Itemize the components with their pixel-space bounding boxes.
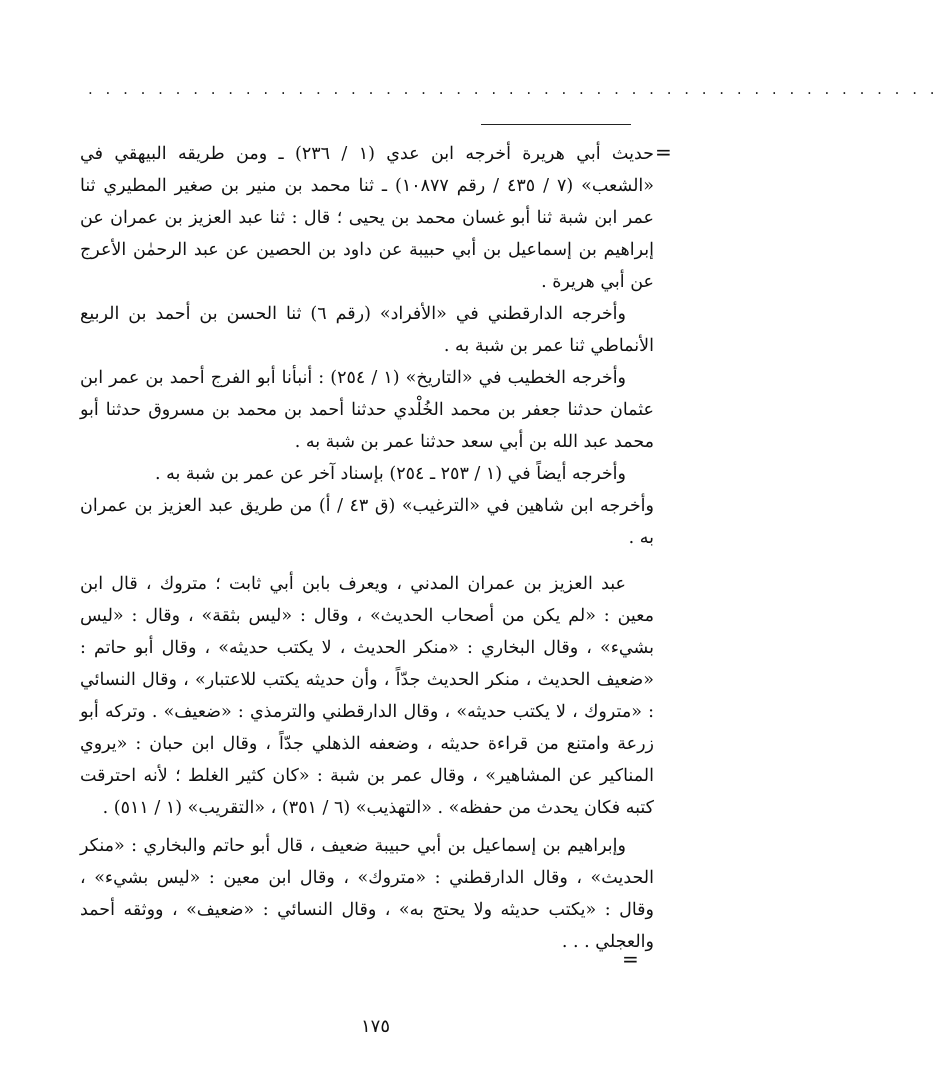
main-text-block xyxy=(80,568,654,958)
main-paragraph: وإبراهيم بن إسماعيل بن أبي حبيبة ضعيف ، قال أبو حاتم والبخاري : «منكر الحديث» ، وقال الدارقطني : «متروك» ، وقال ابن معين : «ليس بشيء» ، وقال : «يكتب حديثه ولا يحتج به» ، وقال النسائي : «ضعيف» ، ووثقه أحمد والعجلي . . . xyxy=(80,836,654,952)
footnote-block xyxy=(80,138,654,554)
footnote-paragraph: وأخرجه أيضاً في (١ / ٢٥٣ ـ ٢٥٤) بإسناد آخر عن عمر بن شبة به . xyxy=(154,464,626,484)
footnote-paragraph: حديث أبي هريرة أخرجه ابن عدي (١ / ٢٣٦) ـ ومن طريقه البيهقي في «الشعب» (٧ / ٤٣٥ / رقم ١٠٨٧٧) ـ ثنا محمد بن منير بن صغير المطيري ثنا عمر ابن شبة ثنا أبو غسان محمد بن يحيى ؛ قال : ثنا عبد العزيز بن عمران عن إبراهيم بن إسماعيل بن أبي حبيبة عن داود بن الحصين عن عبد الرحمٰن الأعرج عن أبي هريرة . xyxy=(80,144,654,292)
footnote-paragraph: وأخرجه الدارقطني في «الأفراد» (رقم ٦) ثنا الحسن بن أحمد بن الربيع الأنماطي ثنا عمر بن شبة به . xyxy=(80,304,654,356)
main-paragraph: عبد العزيز بن عمران المدني ، ويعرف بابن أبي ثابت ؛ متروك ، قال ابن معين : «لم يكن من أصحاب الحديث» ، وقال : «ليس بثقة» ، وقال : «ليس بشيء» ، وقال البخاري : «منكر الحديث ، لا يكتب حديثه» ، وقال أبو حاتم : «ضعيف الحديث ، منكر الحديث جدّاً ، وأن حديثه يكتب للاعتبار» ، وقال النسائي : «متروك ، لا يكتب حديثه» ، وقال الدارقطني والترمذي : «ضعيف» . وتركه أبو زرعة وامتنع من قراءة حديثه ، وضعفه الذهلي جدّاً ، وقال ابن حبان : «يروي المناكير عن المشاهير» ، وقال عمر بن شبة : «كان كثير الغلط ؛ لأنه احترقت كتبه فكان يحدث من حفظه» . «التهذيب» (٦ / ٣٥١) ، «التقريب» (١ / ٥١١) . xyxy=(80,574,654,818)
main-continuation-mark: = xyxy=(622,947,639,971)
footnote-paragraph: وأخرجه الخطيب في «التاريخ» (١ / ٢٥٤) : أنبأنا أبو الفرج أحمد بن عمر ابن عثمان حدثنا جعفر بن محمد الخُلْدي حدثنا أحمد بن محمد بن مسروق حدثنا أبو محمد عبد الله بن أبي سعد حدثنا عمر بن شبة به . xyxy=(80,368,654,452)
footnote-separator-rule xyxy=(481,124,631,125)
footnote-paragraph: وأخرجه ابن شاهين في «الترغيب» (ق ٤٣ / أ) من طريق عبد العزيز بن عمران به . xyxy=(80,496,654,548)
footnote-continuation-mark: = xyxy=(655,140,672,164)
header-dotted-line: . . . . . . . . . . . . . . . . . . . . . . . . . . . . . . . . . . . . . . . . . . . . . . . . . xyxy=(88,80,939,98)
page-number: ١٧٥ xyxy=(360,1016,390,1037)
